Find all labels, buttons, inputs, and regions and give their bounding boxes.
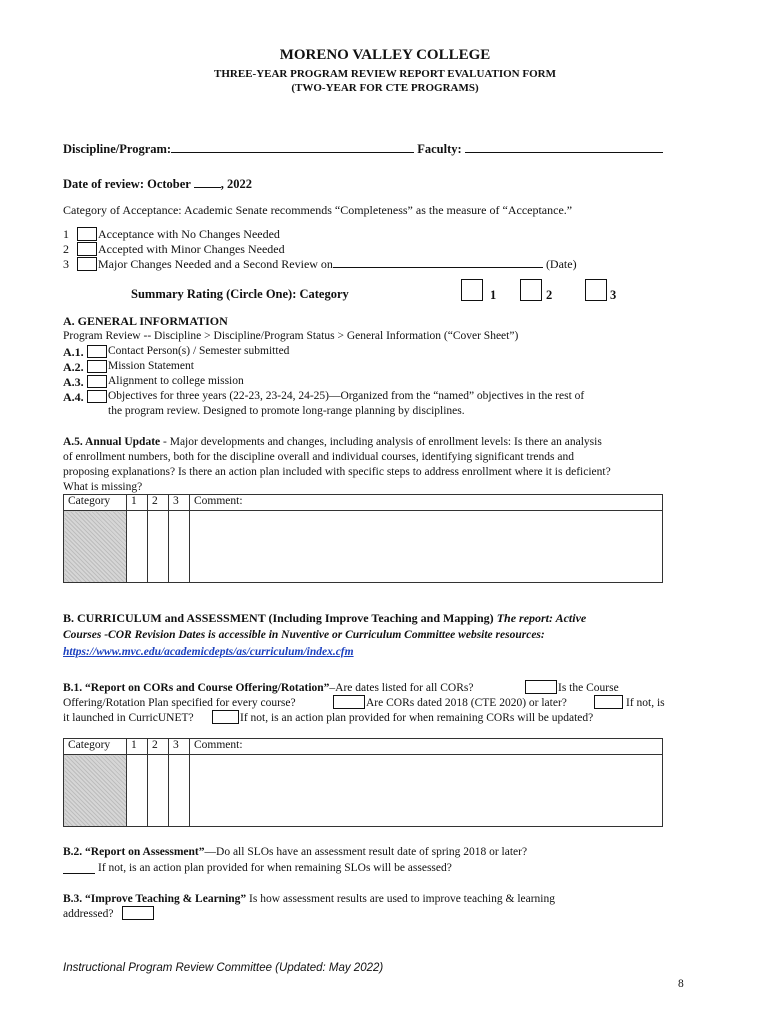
table-header-3: 3	[169, 739, 190, 755]
option-3-num: 3	[63, 257, 69, 271]
rating-cell-3[interactable]	[169, 755, 190, 827]
a1-checkbox[interactable]	[87, 345, 107, 358]
b3-box[interactable]	[122, 906, 154, 920]
option-3-label: Major Changes Needed and a Second Review on	[98, 257, 333, 271]
b1-box-1[interactable]	[525, 680, 557, 694]
a5-code: A.5. Annual Update	[63, 436, 161, 448]
rating-cell-1[interactable]	[127, 755, 148, 827]
a5-evaluation-table	[63, 494, 663, 583]
summary-box-1[interactable]	[461, 279, 483, 301]
rating-cell-1[interactable]	[127, 511, 148, 583]
a3-text: Alignment to college mission	[108, 375, 244, 387]
discipline-label: Discipline/Program:	[63, 142, 172, 156]
b1-text-3b: If not, is an action plan provided for when remaining CORs will be updated?	[240, 712, 594, 724]
a3-code: A.3.	[63, 375, 84, 389]
a3-checkbox[interactable]	[87, 375, 107, 388]
summary-choice-1: 1	[490, 288, 497, 302]
summary-label: Summary Rating (Circle One): Category	[131, 287, 349, 301]
date-day-field[interactable]	[194, 187, 221, 188]
summary-box-2[interactable]	[520, 279, 542, 301]
college-name: MORENO VALLEY COLLEGE	[279, 47, 491, 63]
b3-text-1: Is how assessment results are used to improve teaching & learning	[246, 893, 555, 905]
discipline-row	[63, 142, 663, 157]
a5-line-1	[63, 436, 602, 448]
option-1-num: 1	[63, 227, 69, 241]
b2-text-2: If not, is an action plan provided for when remaining SLOs will be assessed?	[98, 862, 452, 874]
b1-text-2b: Are CORs dated 2018 (CTE 2020) or later?	[366, 697, 567, 709]
a1-code: A.1.	[63, 345, 84, 359]
report-note-2: Courses -COR Revision Dates is accessible in Nuventive or Curriculum Committee website resources:	[63, 629, 545, 641]
comment-cell[interactable]	[190, 755, 663, 827]
a5-line-3: proposing explanations? Is there an action plan included with specific steps to address enrollment where it is deficient?	[63, 466, 611, 478]
b3-line-1	[63, 893, 555, 905]
page-number: 8	[678, 978, 684, 990]
option-3-checkbox[interactable]	[77, 257, 97, 271]
summary-choice-2: 2	[546, 288, 553, 302]
a1-text: Contact Person(s) / Semester submitted	[108, 345, 290, 357]
option-2-label: Accepted with Minor Changes Needed	[98, 242, 285, 256]
table-header-2: 2	[148, 495, 169, 511]
table-header-2: 2	[148, 739, 169, 755]
discipline-field[interactable]	[171, 152, 414, 153]
footer-note: Instructional Program Review Committee (Updated: May 2022)	[63, 962, 384, 974]
section-b-heading: B. CURRICULUM and ASSESSMENT (Including Improve Teaching and Mapping)	[63, 611, 494, 625]
a2-text: Mission Statement	[108, 360, 194, 372]
b1-text-1b: Is the Course	[558, 682, 619, 694]
b1-box-2[interactable]	[333, 695, 365, 709]
a5-text-1: - Major developments and changes, including analysis of enrollment levels: Is there an analysis	[160, 436, 602, 448]
rating-cell-3[interactable]	[169, 511, 190, 583]
b1-text-3: it launched in CurricUNET?	[63, 712, 194, 724]
option-2-num: 2	[63, 242, 69, 256]
b1-evaluation-table	[63, 738, 663, 827]
b1-text-1: –Are dates listed for all CORs?	[329, 682, 474, 694]
table-header-category: Category	[64, 739, 127, 755]
a5-line-4: What is missing?	[63, 481, 143, 493]
second-review-date-field[interactable]	[333, 267, 543, 268]
table-header-1: 1	[127, 495, 148, 511]
rating-cell-2[interactable]	[148, 755, 169, 827]
date-year: , 2022	[220, 177, 252, 191]
b1-box-4[interactable]	[212, 710, 239, 724]
option-2-checkbox[interactable]	[77, 242, 97, 256]
b2-line-1	[63, 846, 527, 858]
b1-title: B.1. “Report on CORs and Course Offering/Rotation”	[63, 682, 330, 694]
table-header-1: 1	[127, 739, 148, 755]
section-b-heading-row	[63, 611, 586, 626]
date-label: Date of review: October	[63, 177, 191, 191]
acceptance-intro: Category of Acceptance: Academic Senate recommends “Completeness” as the measure of “Acceptance.”	[63, 203, 573, 217]
b2-title: B.2. “Report on Assessment”	[63, 846, 205, 858]
rating-cell-2[interactable]	[148, 511, 169, 583]
section-a-path: Program Review -- Discipline > Discipline/Program Status > General Information (“Cover Sheet”)	[63, 330, 519, 342]
a4-code: A.4.	[63, 390, 84, 404]
a4-checkbox[interactable]	[87, 390, 107, 403]
a5-line-2: of enrollment numbers, both for the discipline overall and individual courses, identifying significant trends and	[63, 451, 574, 463]
comment-cell[interactable]	[190, 511, 663, 583]
date-row	[63, 177, 252, 192]
category-cell	[64, 755, 127, 827]
table-header-comment: Comment:	[190, 739, 663, 755]
a4-text-cont: the program review. Designed to promote long-range planning by disciplines.	[108, 405, 465, 417]
a2-code: A.2.	[63, 360, 84, 374]
report-note: The report: Active	[493, 611, 587, 625]
b2-text-1: —Do all SLOs have an assessment result date of spring 2018 or later?	[204, 846, 528, 858]
faculty-field[interactable]	[465, 152, 663, 153]
a2-checkbox[interactable]	[87, 360, 107, 373]
b1-text-2: Offering/Rotation Plan specified for every course?	[63, 697, 296, 709]
b2-answer-field[interactable]	[63, 861, 95, 874]
a4-text: Objectives for three years (22-23, 23-24, 24-25)—Organized from the “named” objectives in the rest of	[108, 390, 585, 402]
table-header-3: 3	[169, 495, 190, 511]
category-cell	[64, 511, 127, 583]
b3-text-2: addressed?	[63, 908, 114, 920]
curriculum-link[interactable]: https://www.mvc.edu/academicdepts/as/curriculum/index.cfm	[63, 646, 354, 658]
summary-box-3[interactable]	[585, 279, 607, 301]
summary-choice-3: 3	[610, 288, 617, 302]
option-3-row	[98, 257, 577, 272]
form-subtitle: (TWO-YEAR FOR CTE PROGRAMS)	[291, 82, 479, 94]
form-title: THREE-YEAR PROGRAM REVIEW REPORT EVALUATION FORM	[214, 68, 556, 80]
faculty-label: Faculty:	[417, 142, 462, 156]
table-header-category: Category	[64, 495, 127, 511]
b1-box-3[interactable]	[594, 695, 623, 709]
option-1-checkbox[interactable]	[77, 227, 97, 241]
b1-text-2c: If not, is	[626, 697, 665, 709]
option-1-label: Acceptance with No Changes Needed	[98, 227, 280, 241]
table-header-comment: Comment:	[190, 495, 663, 511]
b3-title: B.3. “Improve Teaching & Learning”	[63, 893, 247, 905]
section-a-heading: A. GENERAL INFORMATION	[63, 314, 228, 328]
b1-line-1	[63, 682, 473, 694]
date-suffix: (Date)	[545, 257, 577, 271]
